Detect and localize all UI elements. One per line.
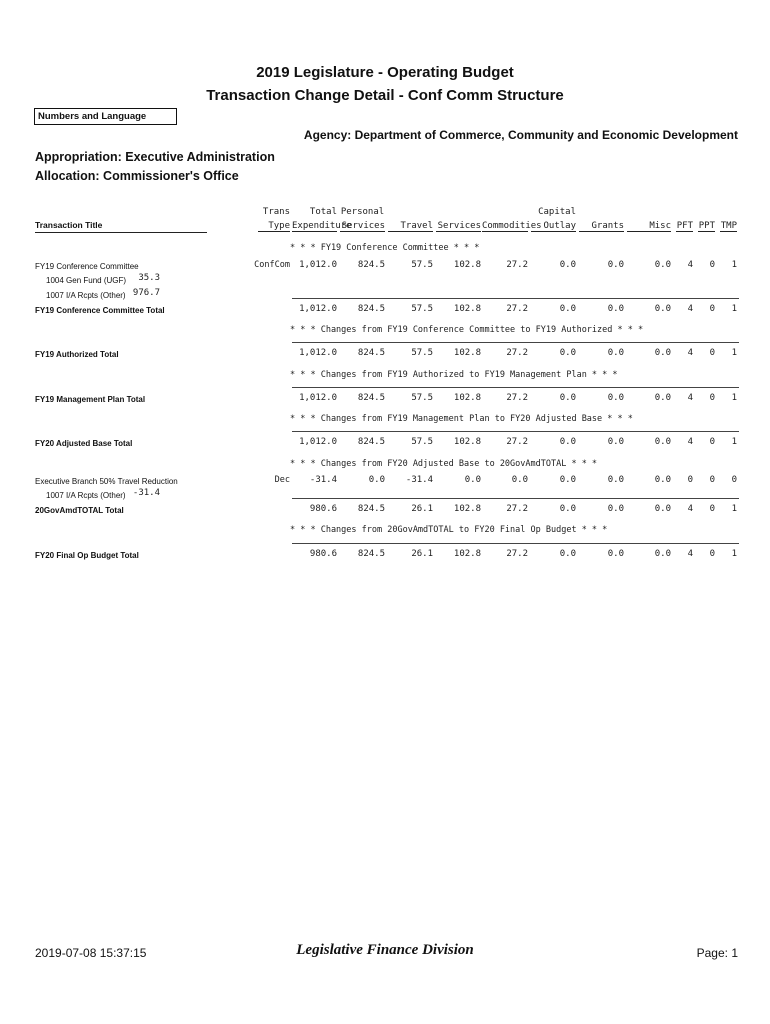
cell-tmp: 1 bbox=[731, 260, 737, 270]
col-personal-line2: Services bbox=[341, 221, 385, 231]
cell-misc: 0.0 bbox=[654, 549, 671, 559]
cell-tmp: 1 bbox=[731, 393, 737, 403]
cell-commodities: 27.2 bbox=[506, 260, 528, 270]
cell-services: 102.8 bbox=[453, 504, 481, 514]
cell-services: 102.8 bbox=[453, 549, 481, 559]
cell-grants: 0.0 bbox=[607, 304, 624, 314]
fund-source-amount: 35.3 bbox=[138, 273, 160, 283]
cell-services: 102.8 bbox=[453, 260, 481, 270]
cell-commodities: 27.2 bbox=[506, 549, 528, 559]
cell-personal: 824.5 bbox=[357, 437, 385, 447]
col-services: Services bbox=[437, 221, 481, 231]
total-title: FY19 Conference Committee Total bbox=[35, 306, 165, 315]
cell-travel: 26.1 bbox=[411, 549, 433, 559]
col-capital-line1: Capital bbox=[538, 207, 576, 217]
cell-grants: 0.0 bbox=[607, 260, 624, 270]
cell-travel: 57.5 bbox=[411, 393, 433, 403]
cell-services: 102.8 bbox=[453, 393, 481, 403]
cell-travel: -31.4 bbox=[405, 475, 433, 485]
section-caption: * * * FY19 Conference Committee * * * bbox=[290, 243, 480, 253]
col-misc: Misc bbox=[627, 221, 671, 232]
cell-services: 102.8 bbox=[453, 437, 481, 447]
fund-source-amount: -31.4 bbox=[132, 488, 160, 498]
cell-pft: 4 bbox=[687, 437, 693, 447]
total-title: FY19 Management Plan Total bbox=[35, 395, 146, 404]
col-transaction-title: Transaction Title bbox=[35, 220, 207, 233]
cell-misc: 0.0 bbox=[654, 260, 671, 270]
cell-tmp: 1 bbox=[731, 304, 737, 314]
cell-commodities: 27.2 bbox=[506, 437, 528, 447]
total-title: FY20 Adjusted Base Total bbox=[35, 439, 133, 448]
allocation-label: Allocation: Commissioner's Office bbox=[35, 169, 239, 183]
total-rule bbox=[292, 431, 739, 432]
total-rule bbox=[292, 298, 739, 299]
cell-ppt: 0 bbox=[709, 437, 715, 447]
cell-misc: 0.0 bbox=[654, 304, 671, 314]
cell-travel: 57.5 bbox=[411, 348, 433, 358]
trans-type: ConfCom bbox=[254, 260, 290, 270]
report-title: 2019 Legislature - Operating Budget bbox=[256, 64, 514, 81]
col-total-line1: Total bbox=[309, 207, 337, 217]
cell-services: 0.0 bbox=[464, 475, 481, 485]
cell-total: 1,012.0 bbox=[299, 348, 337, 358]
cell-personal: 824.5 bbox=[357, 393, 385, 403]
cell-misc: 0.0 bbox=[654, 393, 671, 403]
appropriation-label: Appropriation: Executive Administration bbox=[35, 150, 275, 164]
fund-source-amount: 976.7 bbox=[132, 288, 160, 298]
total-rule bbox=[292, 387, 739, 388]
cell-ppt: 0 bbox=[709, 504, 715, 514]
cell-grants: 0.0 bbox=[607, 393, 624, 403]
footer-timestamp: 2019-07-08 15:37:15 bbox=[35, 946, 147, 960]
cell-grants: 0.0 bbox=[607, 348, 624, 358]
cell-commodities: 27.2 bbox=[506, 304, 528, 314]
cell-misc: 0.0 bbox=[654, 348, 671, 358]
cell-personal: 824.5 bbox=[357, 549, 385, 559]
cell-tmp: 1 bbox=[731, 504, 737, 514]
cell-tmp: 1 bbox=[731, 549, 737, 559]
cell-personal: 0.0 bbox=[368, 475, 385, 485]
cell-pft: 4 bbox=[687, 393, 693, 403]
cell-pft: 4 bbox=[687, 504, 693, 514]
cell-capital: 0.0 bbox=[559, 475, 576, 485]
agency-label: Agency: Department of Commerce, Community and Economic Development bbox=[303, 128, 738, 142]
section-caption: * * * Changes from FY19 Management Plan to FY20 Adjusted Base * * * bbox=[290, 414, 633, 424]
col-ppt: PPT bbox=[698, 221, 715, 231]
col-trans-type-line1: Trans bbox=[262, 207, 290, 217]
cell-pft: 4 bbox=[687, 260, 693, 270]
cell-services: 102.8 bbox=[453, 304, 481, 314]
cell-personal: 824.5 bbox=[357, 348, 385, 358]
cell-personal: 824.5 bbox=[357, 304, 385, 314]
numbers-language-box: Numbers and Language bbox=[34, 108, 177, 125]
cell-total: 1,012.0 bbox=[299, 393, 337, 403]
total-rule bbox=[292, 342, 739, 343]
total-rule bbox=[292, 543, 739, 544]
footer-page-number: Page: 1 bbox=[696, 946, 738, 960]
col-trans-type-line2: Type bbox=[258, 221, 290, 232]
cell-tmp: 1 bbox=[731, 437, 737, 447]
cell-grants: 0.0 bbox=[607, 504, 624, 514]
col-tmp: TMP bbox=[720, 221, 737, 231]
col-pft: PFT bbox=[676, 221, 693, 231]
cell-tmp: 1 bbox=[731, 348, 737, 358]
cell-capital: 0.0 bbox=[559, 437, 576, 447]
cell-grants: 0.0 bbox=[607, 475, 624, 485]
total-title: FY19 Authorized Total bbox=[35, 350, 119, 359]
cell-total: 1,012.0 bbox=[299, 260, 337, 270]
col-travel: Travel bbox=[388, 221, 433, 232]
total-title: 20GovAmdTOTAL Total bbox=[35, 506, 124, 515]
cell-services: 102.8 bbox=[453, 348, 481, 358]
cell-capital: 0.0 bbox=[559, 504, 576, 514]
transaction-title: FY19 Conference Committee bbox=[35, 262, 139, 271]
section-caption: * * * Changes from FY19 Conference Committee to FY19 Authorized * * * bbox=[290, 325, 644, 335]
section-caption: * * * Changes from FY19 Authorized to FY19 Management Plan * * * bbox=[290, 370, 618, 380]
cell-total: 980.6 bbox=[309, 504, 337, 514]
cell-personal: 824.5 bbox=[357, 504, 385, 514]
fund-source-label: 1007 I/A Rcpts (Other) bbox=[46, 291, 126, 300]
cell-pft: 0 bbox=[687, 475, 693, 485]
cell-ppt: 0 bbox=[709, 549, 715, 559]
section-caption: * * * Changes from 20GovAmdTOTAL to FY20 Final Op Budget * * * bbox=[290, 525, 608, 535]
fund-source-label: 1004 Gen Fund (UGF) bbox=[46, 276, 127, 285]
cell-commodities: 27.2 bbox=[506, 393, 528, 403]
cell-capital: 0.0 bbox=[559, 549, 576, 559]
cell-commodities: 27.2 bbox=[506, 504, 528, 514]
cell-travel: 57.5 bbox=[411, 304, 433, 314]
cell-commodities: 0.0 bbox=[511, 475, 528, 485]
cell-total: 1,012.0 bbox=[299, 304, 337, 314]
cell-grants: 0.0 bbox=[607, 437, 624, 447]
cell-ppt: 0 bbox=[709, 475, 715, 485]
cell-capital: 0.0 bbox=[559, 260, 576, 270]
total-rule bbox=[292, 498, 739, 499]
report-subtitle: Transaction Change Detail - Conf Comm Structure bbox=[206, 87, 564, 104]
cell-total: -31.4 bbox=[309, 475, 337, 485]
trans-type: Dec bbox=[274, 475, 290, 485]
cell-misc: 0.0 bbox=[654, 437, 671, 447]
cell-pft: 4 bbox=[687, 304, 693, 314]
cell-pft: 4 bbox=[687, 549, 693, 559]
col-capital-line2: Outlay bbox=[531, 221, 576, 232]
cell-tmp: 0 bbox=[731, 475, 737, 485]
cell-capital: 0.0 bbox=[559, 304, 576, 314]
col-grants: Grants bbox=[579, 221, 624, 232]
fund-source-label: 1007 I/A Rcpts (Other) bbox=[46, 491, 126, 500]
cell-capital: 0.0 bbox=[559, 348, 576, 358]
col-personal-line1: Personal bbox=[340, 207, 385, 217]
cell-ppt: 0 bbox=[709, 304, 715, 314]
transaction-title: Executive Branch 50% Travel Reduction bbox=[35, 477, 178, 486]
cell-capital: 0.0 bbox=[559, 393, 576, 403]
cell-ppt: 0 bbox=[709, 393, 715, 403]
section-caption: * * * Changes from FY20 Adjusted Base to 20GovAmdTOTAL * * * bbox=[290, 459, 598, 469]
cell-total: 980.6 bbox=[309, 549, 337, 559]
cell-total: 1,012.0 bbox=[299, 437, 337, 447]
cell-travel: 57.5 bbox=[411, 260, 433, 270]
cell-pft: 4 bbox=[687, 348, 693, 358]
total-title: FY20 Final Op Budget Total bbox=[35, 551, 139, 560]
cell-ppt: 0 bbox=[709, 348, 715, 358]
cell-travel: 26.1 bbox=[411, 504, 433, 514]
cell-personal: 824.5 bbox=[357, 260, 385, 270]
cell-commodities: 27.2 bbox=[506, 348, 528, 358]
cell-grants: 0.0 bbox=[607, 549, 624, 559]
footer-division-logo: Legislative Finance Division bbox=[296, 942, 474, 958]
cell-ppt: 0 bbox=[709, 260, 715, 270]
col-total-line2: Expenditure bbox=[292, 221, 352, 231]
cell-travel: 57.5 bbox=[411, 437, 433, 447]
cell-misc: 0.0 bbox=[654, 504, 671, 514]
col-commodities: Commodities bbox=[482, 221, 542, 231]
cell-misc: 0.0 bbox=[654, 475, 671, 485]
